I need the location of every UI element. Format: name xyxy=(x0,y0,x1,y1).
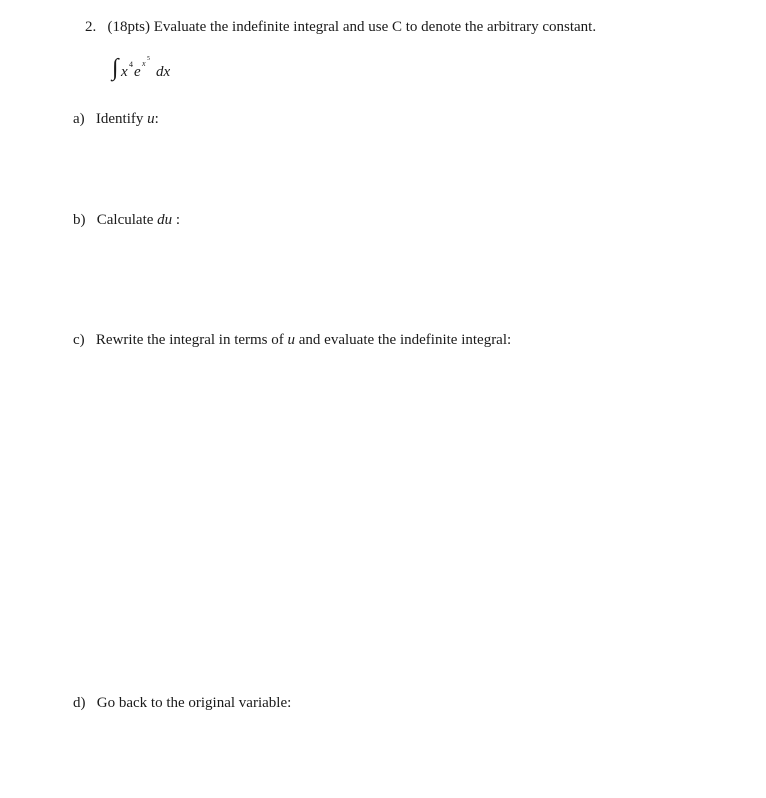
part-b-text: Calculate xyxy=(96,212,158,228)
part-a-label: a) xyxy=(73,111,85,127)
part-a-suffix: : xyxy=(154,111,159,127)
part-a xyxy=(73,110,159,128)
part-d-text: Go back to the original variable: xyxy=(96,695,292,711)
part-a-var: u xyxy=(147,111,155,127)
formula-base-e: e xyxy=(134,64,141,80)
question-header xyxy=(85,18,596,36)
question-prompt: Evaluate the indefinite integral and use C to denote the arbitrary constant. xyxy=(153,19,597,35)
integral-symbol: ∫ xyxy=(112,55,119,81)
part-c-label: c) xyxy=(73,332,85,348)
question-points: (18pts) xyxy=(107,19,150,35)
part-c-var: u xyxy=(287,332,296,348)
formula-differential: dx xyxy=(156,64,171,80)
part-c xyxy=(73,331,511,349)
part-b xyxy=(73,211,180,229)
part-d xyxy=(73,694,291,712)
formula-exponent-x: x xyxy=(142,59,146,68)
formula-exponent-4: 4 xyxy=(129,60,133,69)
part-b-suffix: : xyxy=(172,212,181,228)
part-a-text: Identify xyxy=(95,111,148,127)
part-b-var: du xyxy=(157,212,173,228)
formula-exponent-5: 5 xyxy=(147,56,150,62)
part-c-text-before: Rewrite the integral in terms of xyxy=(95,332,288,348)
part-c-text-after: and evaluate the indefinite integral: xyxy=(295,332,512,348)
part-d-label: d) xyxy=(73,695,86,711)
part-b-label: b) xyxy=(73,212,86,228)
formula-base-x: x xyxy=(121,64,128,80)
question-number: 2. xyxy=(85,19,97,35)
